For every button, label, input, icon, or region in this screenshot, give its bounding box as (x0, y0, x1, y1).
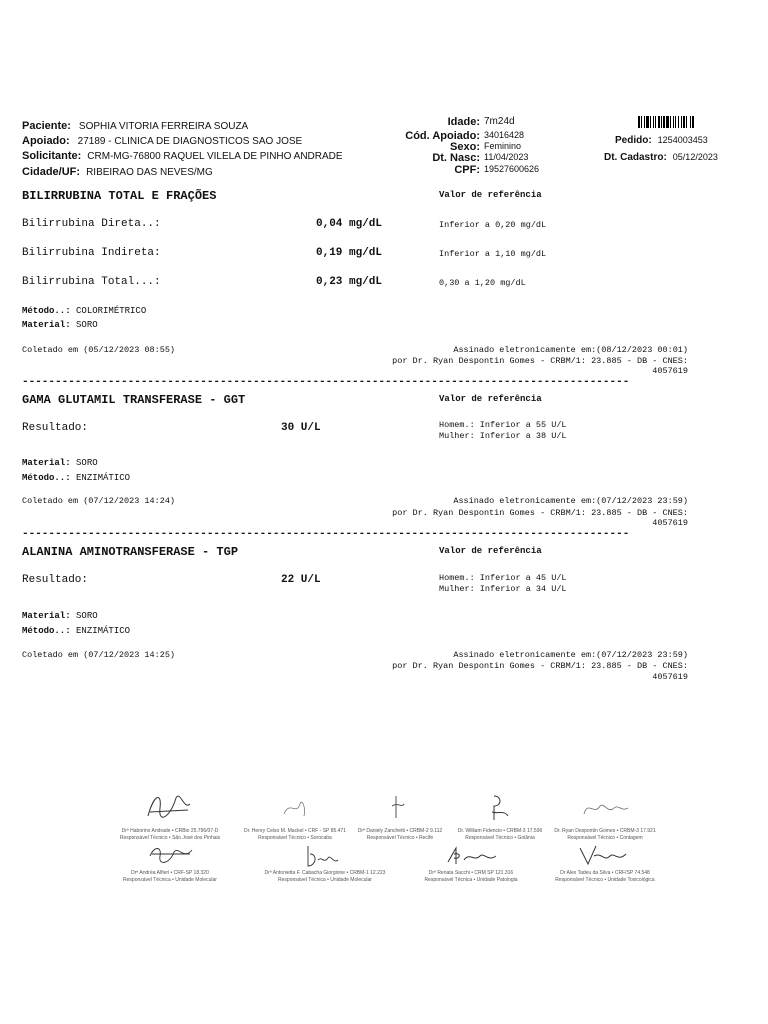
cidade-label: Cidade/UF: (22, 166, 81, 178)
exam-title: ALANINA AMINOTRANSFERASE - TGP (22, 545, 239, 559)
cidade-value: RIBEIRAO DAS NEVES/MG (86, 167, 213, 178)
meta-label: Método..: (22, 473, 71, 483)
cidade-row (22, 162, 213, 180)
signature-image (444, 844, 500, 868)
dt-cadastro-value: 05/12/2023 (672, 152, 718, 162)
signature-caption (260, 870, 390, 884)
apoiado-value: 27189 - CLINICA DE DIAGNOSTICOS SAO JOSE (77, 136, 303, 147)
result-label: Bilirrubina Total...: (22, 276, 161, 288)
cod-apoiado-value: 34016428 (484, 130, 525, 140)
meta-value: COLORIMÉTRICO (76, 306, 147, 316)
signature-role: Responsável Técnico • Unidade Toxicológica (555, 877, 655, 883)
paciente-value: SOPHIA VITORIA FERREIRA SOUZA (78, 121, 249, 132)
barcode-image (638, 116, 718, 128)
result-label: Resultado: (22, 574, 89, 586)
result-reference: Homem.: Inferior a 45 U/L (439, 573, 567, 583)
signature-name: Dr Alex Tadeu da Silva • CRF/SP 74.548 (560, 870, 650, 876)
meta-label: Material: (22, 320, 71, 330)
meta-value: SORO (76, 320, 98, 330)
coletado-em: Coletado em (07/12/2023 14:25) (22, 650, 176, 660)
result-value: 22 U/L (281, 574, 321, 586)
result-reference-2: Mulher: Inferior a 34 U/L (439, 584, 567, 594)
cpf-value: 19527600626 (484, 164, 540, 174)
section-divider: -------------------------------------------------------------------------------------------- (22, 528, 630, 540)
reference-header: Valor de referência (439, 394, 542, 404)
result-label: Bilirrubina Indireta: (22, 247, 161, 259)
signature-name: Drª Andréa Alfieri • CRF-SP 18.320 (131, 870, 209, 876)
signature-role: Responsável Técnica • Unidade Molecular (123, 877, 217, 883)
result-value: 0,23 mg/dL (316, 276, 383, 288)
sexo-value: Feminino (484, 141, 522, 151)
cnes: 4057619 (652, 366, 688, 376)
pedido-row (615, 130, 708, 148)
result-label: Bilirrubina Direta..: (22, 218, 161, 230)
dt-cadastro-label: Dt. Cadastro: (604, 152, 667, 163)
signature-name: Drª Daniely Zanchetti • CRBM-2 9.112 (357, 828, 443, 834)
signature-caption (540, 828, 670, 842)
cnes: 4057619 (652, 518, 688, 528)
signature-name: Drª Haborino Andrade • CRBio 25.796/07-D (121, 828, 219, 834)
exam-title: GAMA GLUTAMIL TRANSFERASE - GGT (22, 393, 246, 407)
meta-value: SORO (76, 458, 98, 468)
reference-header: Valor de referência (439, 546, 542, 556)
material-row (22, 611, 98, 621)
result-reference-2: Mulher: Inferior a 38 U/L (439, 431, 567, 441)
metodo-row (22, 626, 130, 636)
signature-caption (105, 870, 235, 884)
idade-label: Idade: (447, 116, 480, 128)
meta-value: ENZIMÁTICO (76, 473, 131, 483)
meta-label: Material: (22, 611, 71, 621)
sexo-label: Sexo: (450, 141, 480, 153)
result-reference: Inferior a 0,20 mg/dL (439, 220, 547, 230)
reference-header: Valor de referência (439, 190, 542, 200)
result-value: 0,04 mg/dL (316, 218, 383, 230)
coletado-em: Coletado em (05/12/2023 08:55) (22, 345, 176, 355)
solicitante-value: CRM-MG-76800 RAQUEL VILELA DE PINHO ANDRADE (87, 151, 343, 162)
assinado-em: Assinado eletronicamente em:(08/12/2023 00:01) (453, 345, 688, 355)
signature-role: Responsável Técnico • Recife (366, 835, 434, 841)
cod-apoiado-label: Cód. Apoiado: (405, 130, 480, 142)
pedido-label: Pedido: (615, 135, 652, 146)
signature-caption (406, 870, 536, 884)
signature-role: Responsável Técnico • Goiânia (465, 835, 535, 841)
signature-image (280, 796, 310, 822)
signature-image (146, 842, 196, 866)
paciente-label: Paciente: (22, 120, 71, 132)
result-reference: 0,30 a 1,20 mg/dL (439, 278, 526, 288)
signature-image (576, 842, 632, 868)
result-reference: Homem.: Inferior a 55 U/L (439, 420, 567, 430)
meta-label: Material: (22, 458, 71, 468)
result-label: Resultado: (22, 422, 89, 434)
result-value: 30 U/L (281, 422, 321, 434)
signature-image (388, 792, 408, 824)
result-value: 0,19 mg/dL (316, 247, 383, 259)
pedido-value: 1254003453 (657, 135, 708, 145)
assinado-em: Assinado eletronicamente em:(07/12/2023 23:59) (453, 496, 688, 506)
signature-role: Responsável Técnica • Unidade Patologia (424, 877, 518, 883)
dt-nasc-label: Dt. Nasc: (432, 152, 480, 164)
signature-image (302, 842, 342, 870)
result-reference: Inferior a 1,10 mg/dL (439, 249, 547, 259)
signature-name: Drª Renata Sacchi • CRM SP 121.316 (428, 870, 514, 876)
dt-nasc-value: 11/04/2023 (484, 152, 529, 162)
signer: por Dr. Ryan Despontin Gomes - CRBM/1: 23.885 - DB - CNES: (392, 356, 688, 366)
section-divider: -------------------------------------------------------------------------------------------- (22, 376, 630, 388)
meta-value: SORO (76, 611, 98, 621)
signature-caption (540, 870, 670, 884)
solicitante-label: Solicitante: (22, 150, 82, 162)
signature-name: Dr. Ryan Despontin Gomes • CRBM-3 17.921 (554, 828, 656, 834)
signer: por Dr. Ryan Despontin Gomes - CRBM/1: 23.885 - DB - CNES: (392, 508, 688, 518)
meta-label: Método..: (22, 306, 71, 316)
signature-image (484, 792, 512, 824)
cnes: 4057619 (652, 672, 688, 682)
apoiado-label: Apoiado: (22, 135, 70, 147)
signature-role: Responsável Técnica • Unidade Molecular (278, 877, 372, 883)
signature-role: Responsável Técnico • Sorocaba (258, 835, 332, 841)
signature-image (140, 788, 196, 826)
signature-role: Responsável Técnico • Contagem (567, 835, 643, 841)
idade-value: 7m24d (484, 116, 515, 127)
signature-name: Drª Antonietta F. Cabacha Giorgione • CRBM-1 12.223 (264, 870, 386, 876)
metodo-row (22, 306, 146, 316)
material-row (22, 458, 98, 468)
coletado-em: Coletado em (07/12/2023 14:24) (22, 496, 176, 506)
signer: por Dr. Ryan Despontin Gomes - CRBM/1: 23.885 - DB - CNES: (392, 661, 688, 671)
signature-name: Dr. William Fidencio • CRBM-3 17.596 (457, 828, 543, 834)
cpf-label: CPF: (454, 164, 480, 176)
dt-cadastro-row (604, 147, 718, 165)
signature-role: Responsável Técnico • São José dos Pinhais (119, 835, 221, 841)
metodo-row (22, 473, 130, 483)
signature-caption (105, 828, 235, 842)
material-row (22, 320, 98, 330)
meta-value: ENZIMÁTICO (76, 626, 131, 636)
signature-image (580, 798, 630, 820)
meta-label: Método..: (22, 626, 71, 636)
assinado-em: Assinado eletronicamente em:(07/12/2023 23:59) (453, 650, 688, 660)
exam-title: BILIRRUBINA TOTAL E FRAÇÕES (22, 189, 217, 203)
signature-name: Dr. Henry Celso M. Mackel • CRF - SP 85.471 (244, 828, 346, 834)
